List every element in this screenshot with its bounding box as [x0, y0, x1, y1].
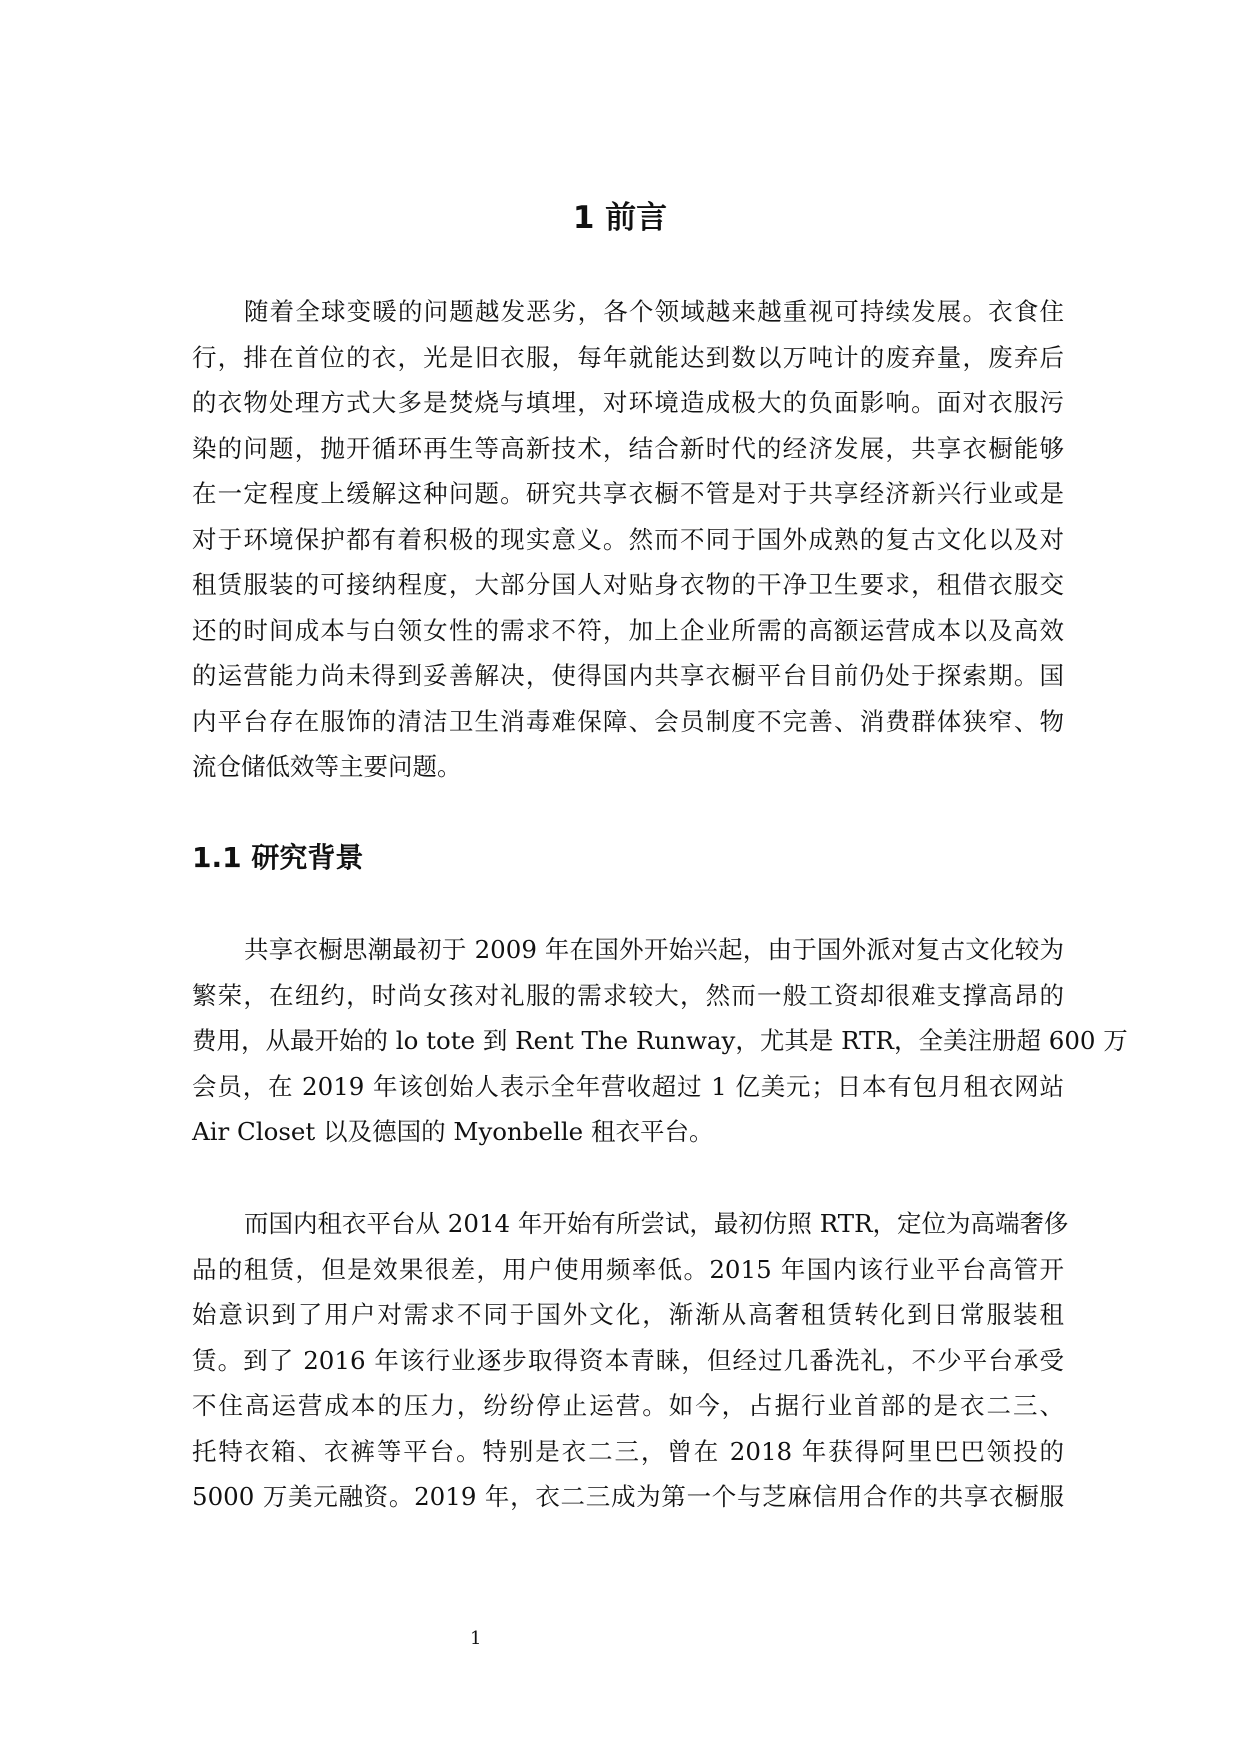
text-line: 内平台存在服饰的清洁卫生消毒难保障、会员制度不完善、消费群体狭窄、物	[192, 706, 1064, 736]
text-line: 染的问题，抛开循环再生等高新技术，结合新时代的经济发展，共享衣橱能够	[192, 433, 1064, 463]
text-line: 的衣物处理方式大多是焚烧与填埋，对环境造成极大的负面影响。面对衣服污	[192, 388, 1064, 417]
text-line: 品的租赁，但是效果很差，用户使用频率低。2015 年国内该行业平台高管开	[192, 1254, 1064, 1284]
text-line: 对于环境保护都有着积极的现实意义。然而不同于国外成熟的复古文化以及对	[192, 524, 1064, 554]
text-line: 托特衣箱、衣裤等平台。特别是衣二三，曾在 2018 年获得阿里巴巴领投的	[192, 1436, 1064, 1466]
text-line: 会员，在 2019 年该创始人表示全年营收超过 1 亿美元；日本有包月租衣网站	[192, 1071, 1064, 1101]
text-line: 始意识到了用户对需求不同于国外文化，渐渐从高奢租赁转化到日常服装租	[192, 1300, 1064, 1329]
chapter-heading: 1 前言	[572, 200, 668, 236]
page-number: 1	[470, 1628, 482, 1649]
background-paragraph-2	[192, 1201, 1069, 1520]
text-line: 赁。到了 2016 年该行业逐步取得资本青睐，但经过几番洗礼，不少平台承受	[192, 1345, 1064, 1375]
text-line: 行，排在首位的衣，光是旧衣服，每年就能达到数以万吨计的废弃量，废弃后	[192, 342, 1064, 372]
text-line: 不住高运营成本的压力，纷纷停止运营。如今，占据行业首部的是衣二三、	[192, 1391, 1064, 1420]
background-paragraph-1	[192, 927, 1128, 1155]
text-line: 费用，从最开始的 lo tote 到 Rent The Runway，尤其是 RTR，全美注册超 600 万	[192, 1026, 1128, 1055]
text-line: 5000 万美元融资。2019 年，衣二三成为第一个与芝麻信用合作的共享衣橱服	[192, 1482, 1064, 1511]
text-line: 在一定程度上缓解这种问题。研究共享衣橱不管是对于共享经济新兴行业或是	[192, 479, 1064, 508]
text-line: 流仓储低效等主要问题。	[192, 752, 462, 781]
text-line: 而国内租衣平台从 2014 年开始有所尝试，最初仿照 RTR，定位为高端奢侈	[244, 1209, 1069, 1238]
text-line: 共享衣橱思潮最初于 2009 年在国外开始兴起，由于国外派对复古文化较为	[244, 935, 1064, 964]
text-line: Air Closet 以及德国的 Myonbelle 租衣平台。	[192, 1117, 714, 1146]
text-line: 繁荣，在纽约，时尚女孩对礼服的需求较大，然而一般工资却很难支撑高昂的	[192, 980, 1064, 1010]
text-line: 随着全球变暖的问题越发恶劣，各个领域越来越重视可持续发展。衣食住	[244, 297, 1064, 326]
text-line: 还的时间成本与白领女性的需求不符，加上企业所需的高额运营成本以及高效	[192, 615, 1064, 645]
text-line: 租赁服装的可接纳程度，大部分国人对贴身衣物的干净卫生要求，租借衣服交	[192, 570, 1064, 599]
text-line: 的运营能力尚未得到妥善解决，使得国内共享衣橱平台目前仍处于探索期。国	[192, 661, 1064, 690]
intro-paragraph	[192, 289, 1064, 790]
section-heading: 1.1 研究背景	[192, 841, 364, 874]
